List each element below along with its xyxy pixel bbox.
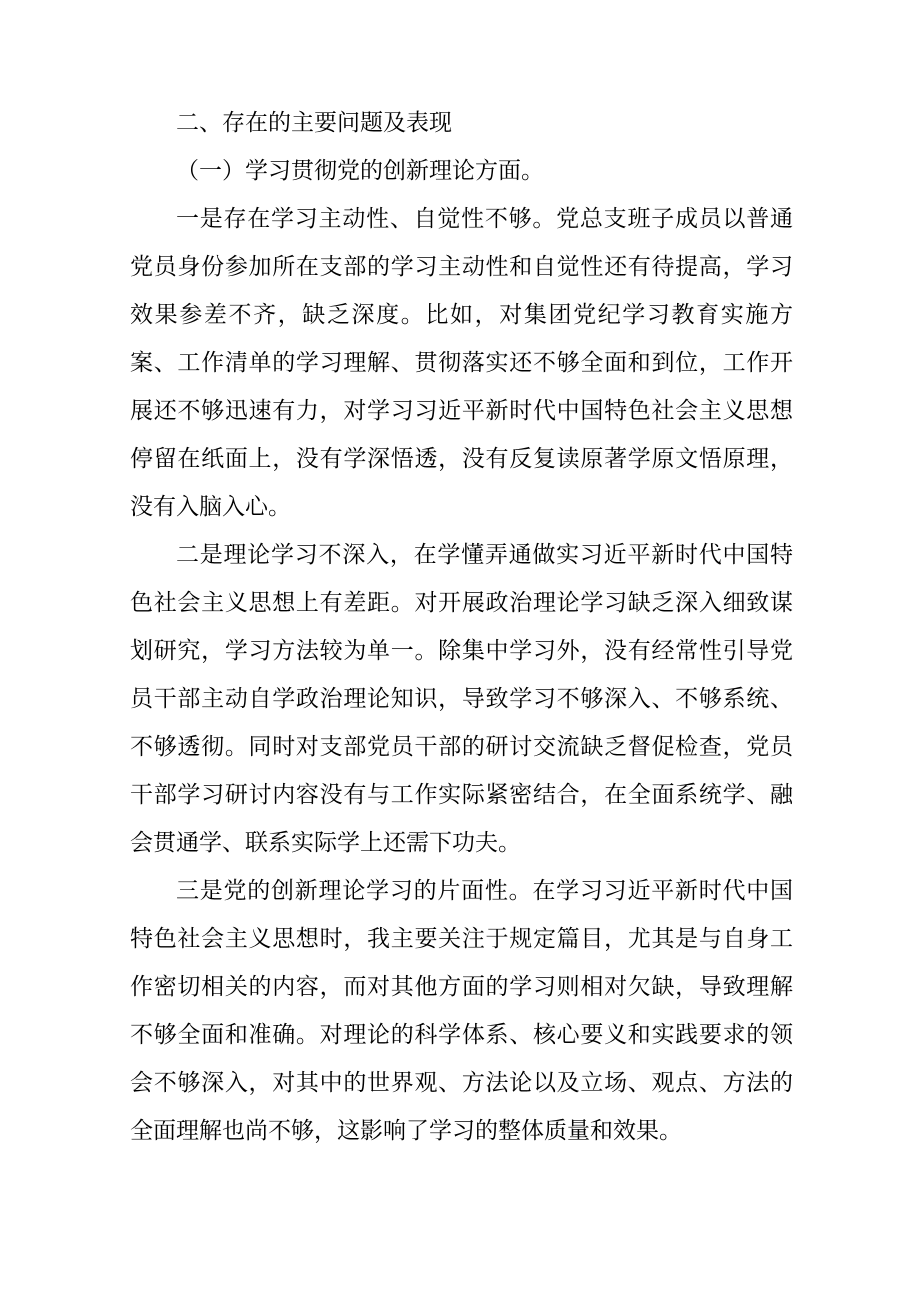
paragraph-1: 一是存在学习主动性、自觉性不够。党总支班子成员以普通党员身份参加所在支部的学习主动性和自觉性还有待提高，学习效果参差不齐，缺乏深度。比如，对集团党纪学习教育实施方案、工作清单的学习理解、贯彻落实还不够全面和到位，工作开展还不够迅速有力，对学习习近平新时代中国特色社会主义思想停留在纸面上，没有学深悟透，没有反复读原著学原文悟原理，没有入脑入心。	[130, 205, 793, 519]
subsection-heading: （一）学习贯彻党的创新理论方面。	[176, 157, 544, 183]
paragraph-3: 三是党的创新理论学习的片面性。在学习习近平新时代中国特色社会主义思想时，我主要关注于规定篇目，尤其是与自身工作密切相关的内容，而对其他方面的学习则相对欠缺，导致理解不够全面和准确。对理论的科学体系、核心要义和实践要求的领会不够深入，对其中的世界观、方法论以及立场、观点、方法的全面理解也尚不够，这影响了学习的整体质量和效果。	[130, 877, 793, 1143]
section-heading: 二、存在的主要问题及表现	[176, 109, 452, 135]
paragraph-2: 二是理论学习不深入，在学懂弄通做实习近平新时代中国特色社会主义思想上有差距。对开展政治理论学习缺乏深入细致谋划研究，学习方法较为单一。除集中学习外，没有经常性引导党员干部主动自学政治理论知识，导致学习不够深入、不够系统、不够透彻。同时对支部党员干部的研讨交流缺乏督促检查，党员干部学习研讨内容没有与工作实际紧密结合，在全面系统学、融会贯通学、联系实际学上还需下功夫。	[130, 541, 793, 855]
